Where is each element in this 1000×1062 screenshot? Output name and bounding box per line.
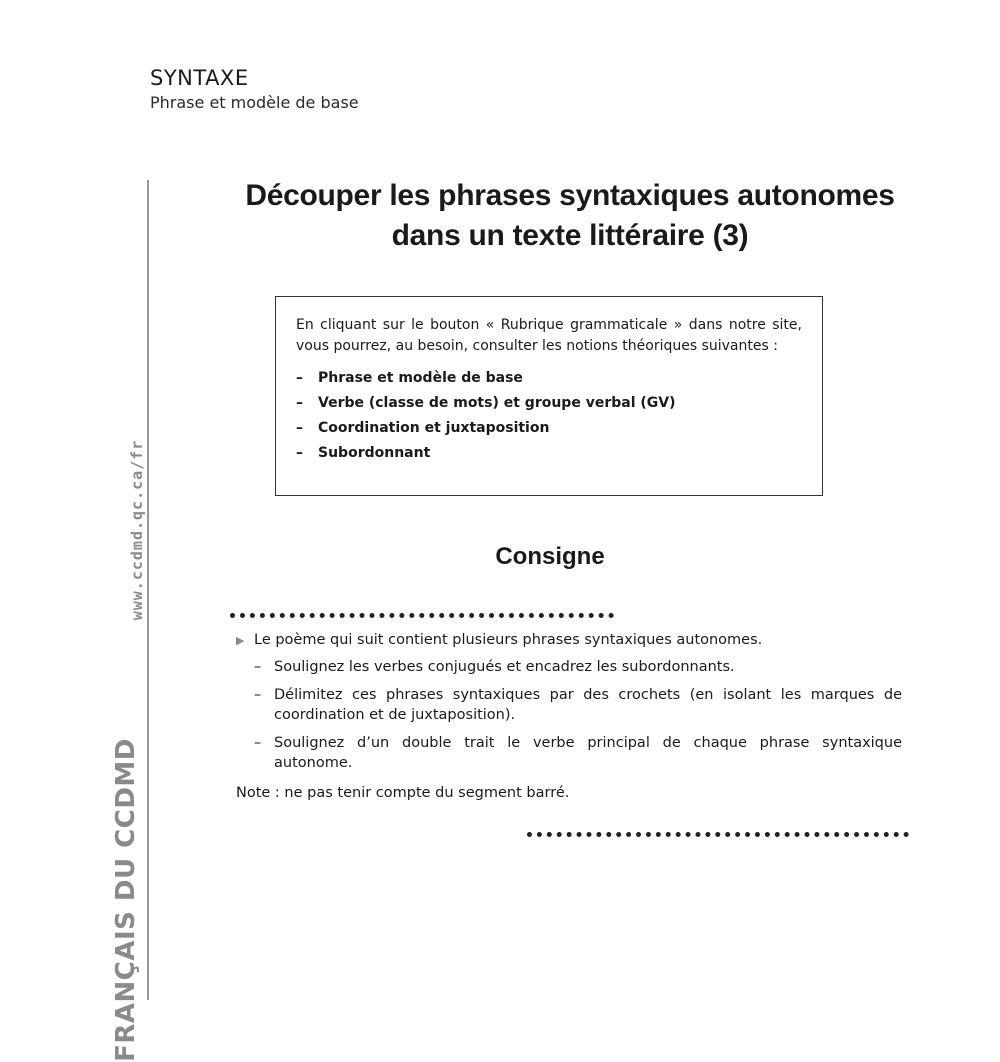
dash-marker: – [296,420,303,436]
dash-marker: – [296,395,303,411]
notion-label: Phrase et modèle de base [318,370,523,386]
page-header [150,64,359,114]
notion-label: Verbe (classe de mots) et groupe verbal (GV) [318,395,676,411]
intro-text: Le poème qui suit contient plusieurs phrases syntaxiques autonomes. [254,632,763,648]
dash-marker: – [254,659,262,675]
notions-intro: En cliquant sur le bouton « Rubrique grammaticale » dans notre site, vous pourrez, au besoin, consulter les notions théoriques suivantes : [296,317,802,354]
margin-rule [147,180,149,1000]
instructions [236,630,902,803]
triangle-bullet-icon: ▶ [236,634,245,647]
instructions-intro [236,630,902,651]
title-line-1: Découper les phrases syntaxiques autonomes [245,179,895,212]
dotted-divider-top [230,613,614,618]
title-line-2: dans un texte littéraire (3) [391,219,749,252]
section-subtitle: Phrase et modèle de base [150,93,359,112]
instruction-step [254,733,902,773]
publisher-name: FRANÇAIS DU CCDMD [111,738,141,1062]
instruction-step [254,657,902,677]
consigne-heading: Consigne [495,543,605,570]
page-title [200,176,940,256]
publisher-url: www.ccdmd.qc.ca/fr [128,439,146,621]
notions-list [296,366,802,466]
dash-marker: – [254,735,262,751]
section-title: SYNTAXE [150,66,249,90]
notion-item [296,391,802,416]
step-text: Soulignez les verbes conjugués et encadrez les subordonnants. [274,659,735,675]
dotted-divider-bottom [527,832,909,837]
note-text: Note : ne pas tenir compte du segment barré. [236,785,570,801]
notion-item [296,416,802,441]
notion-item [296,366,802,391]
step-text: Délimitez ces phrases syntaxiques par des crochets (en isolant les marques de coordination et de juxtaposition). [274,687,902,723]
notions-box [275,296,823,496]
dash-marker: – [296,445,303,461]
notion-label: Subordonnant [318,445,431,461]
notion-item [296,441,802,466]
instruction-step [254,685,902,725]
dash-marker: – [296,370,303,386]
dash-marker: – [254,687,262,703]
notion-label: Coordination et juxtaposition [318,420,550,436]
step-text: Soulignez d’un double trait le verbe principal de chaque phrase syntaxique autonome. [274,735,902,771]
